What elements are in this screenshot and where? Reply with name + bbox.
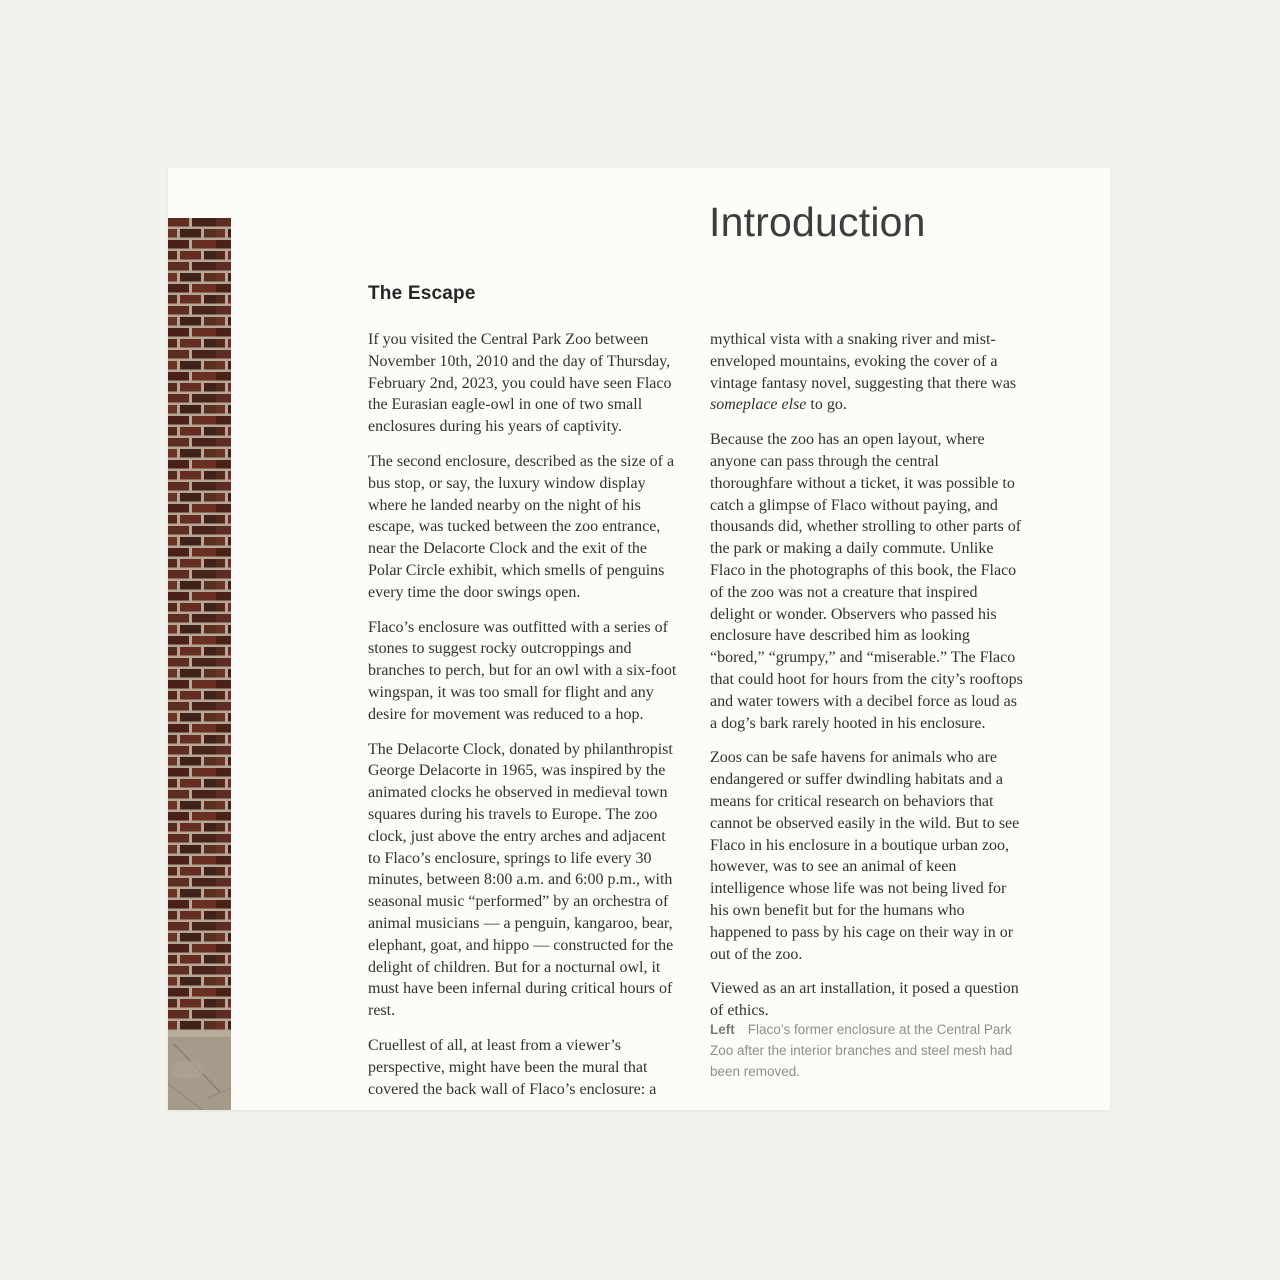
page-title: Introduction [709,199,926,245]
paragraph: The second enclosure, described as the size of a bus stop, or say, the luxury window display where he landed nearby on the night of his escape, was tucked between the zoo entrance, near the Delacorte Clock and the exit of the Polar Circle exhibit, which smells of penguins every time the door swings open. [368,452,675,601]
brick-wall-illustration [168,218,231,1110]
paragraph: Viewed as an art installation, it posed a question of ethics. [710,980,1019,1020]
italic-phrase: someplace else [710,396,807,414]
paragraph: Zoos can be safe havens for animals who are endangered or suffer dwindling habitats and a means for critical research on behaviors that cannot be observed easily in the wild. But to see Flaco in his enclosure in a boutique urban zoo, however, was to see an animal of keen intelligence whose life was not being lived for his own benefit but for the humans who happened to pass by his cage on their way in or out of the zoo. [710,749,1020,963]
paragraph-continuation [710,329,1023,416]
continuation-text: mythical vista with a snaking river and mist-enveloped mountains, evoking the cover of a vintage fantasy novel, suggesting that there was [710,331,1017,392]
brick-wall-photo [168,218,231,1110]
page [168,168,1110,1110]
paragraph: If you visited the Central Park Zoo between November 10th, 2010 and the day of Thursday, February 2nd, 2023, you could have seen Flaco the Eurasian eagle-owl in one of two small enclosures during his years of captivity. [368,331,672,436]
right-text-column [710,329,1023,1035]
paragraph: Because the zoo has an open layout, where anyone can pass through the central thoroughfare without a ticket, it was possible to catch a glimpse of Flaco without paying, and thousands did, whether strolling to other parts of the park or making a daily commute. Unlike Flaco in the photographs of this book, the Flaco of the zoo was not a creature that inspired delight or wonder. Observers who passed his enclosure have described him as looking “bored,” “grumpy,” and “miserable.” The Flaco that could hoot for hours from the city’s rooftops and water towers with a decibel force as loud as a dog’s bark rarely hooted in his enclosure. [710,431,1023,732]
paragraph: The Delacorte Clock, donated by philanthropist George Delacorte in 1965, was inspired by the animated clocks he observed in medieval town squares during his travels to Europe. The zoo clock, just above the entry arches and adjacent to Flaco’s enclosure, springs to life every 30 minutes, between 8:00 a.m. and 6:00 p.m., with seasonal music “performed” by an orchestra of animal musicians — a penguin, kangaroo, bear, elephant, goat, and hippo — constructed for the delight of children. But for a nocturnal owl, it must have been infernal during critical hours of rest. [368,740,674,1020]
paragraph: Cruellest of all, at least from a viewer’s perspective, might have been the mural that covered the back wall of Flaco’s enclosure: a [368,1036,657,1098]
section-heading: The Escape [368,283,476,304]
photo-caption [710,1019,1035,1082]
caption-text: Flaco’s former enclosure at the Central Park Zoo after the interior branches and steel mesh had been removed. [710,1022,1013,1079]
paragraph: Flaco’s enclosure was outfitted with a series of stones to suggest rocky outcroppings and branches to perch, but for an owl with a six-foot wingspan, it was too small for flight and any desire for movement was reduced to a hop. [368,618,677,723]
left-text-column [368,329,681,1113]
continuation-text-end: to go. [806,396,847,414]
caption-label: Left [710,1022,735,1037]
